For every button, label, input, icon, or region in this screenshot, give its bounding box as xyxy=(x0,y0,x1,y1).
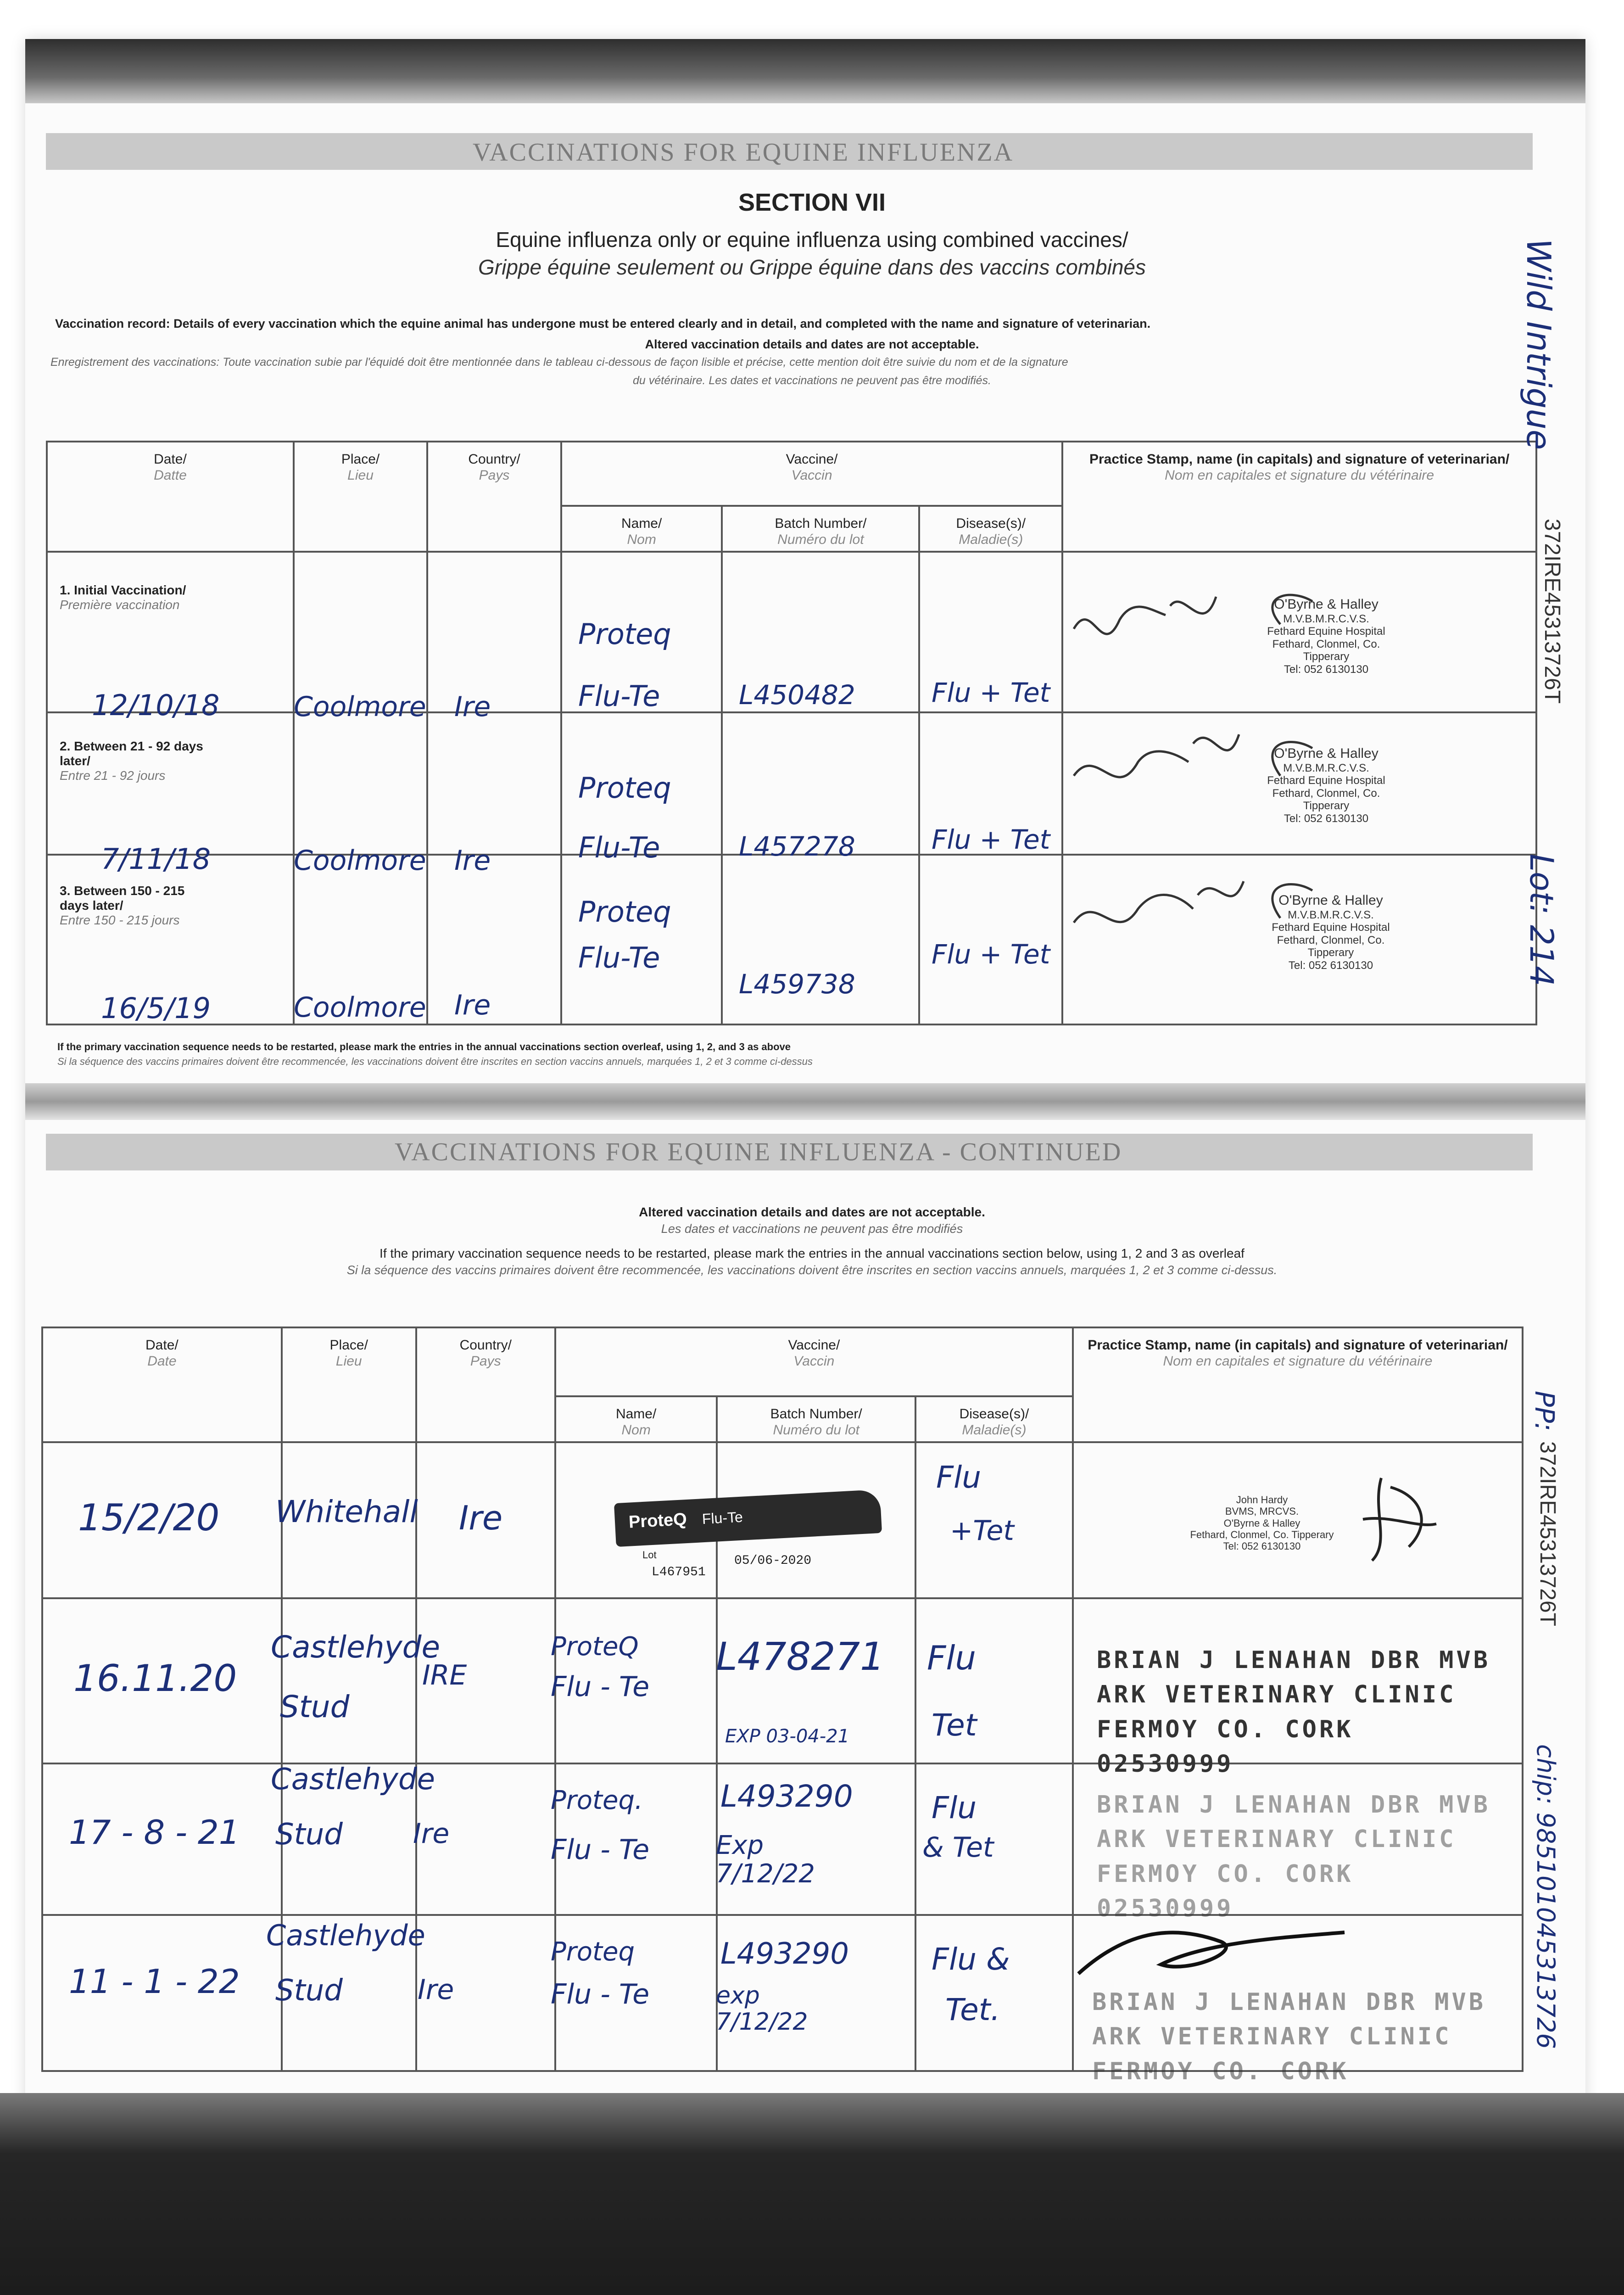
header-disease xyxy=(915,1396,1073,1442)
section-bar-title: VACCINATIONS FOR EQUINE INFLUENZA xyxy=(473,138,1014,167)
header-batch xyxy=(717,1396,915,1442)
row3-place: Coolmore xyxy=(294,991,426,1024)
row-label-2-fr: Entre 21 - 92 jours xyxy=(60,768,166,783)
s2-row3-date: 17 - 8 - 21 xyxy=(69,1813,240,1852)
header-disease-en: Disease(s)/ xyxy=(959,1406,1029,1422)
header-batch-en: Batch Number/ xyxy=(775,516,867,531)
s2-row4-country: Ire xyxy=(418,1974,454,2006)
sticker-expiry: 05/06-2020 xyxy=(734,1554,812,1568)
s2-row2-batch: L478271 xyxy=(716,1634,885,1679)
stamp-practice-name: O'Byrne & Halley xyxy=(1274,597,1378,612)
row-label-1-en: 1. Initial Vaccination/ xyxy=(60,583,186,597)
section2-line2-en: If the primary vaccination sequence needs to be restarted, please mark the entries in the annual vaccinations section below, using 1, 2 and 3 as overleaf xyxy=(379,1246,1245,1260)
row-label-1 xyxy=(60,583,186,612)
s2-row1-country: Ire xyxy=(459,1499,503,1537)
stamp-address: FERMOY CO. CORK xyxy=(1092,2057,1349,2085)
stamp-address: Fethard, Clonmel, Co. Tipperary xyxy=(1272,638,1380,663)
header-date-fr: Date xyxy=(147,1353,177,1369)
header-name-en: Name/ xyxy=(621,516,662,531)
header-disease xyxy=(919,506,1062,552)
practice-stamp-s2-row2 xyxy=(1097,1643,1490,1782)
s2-row2-name-1: ProteQ xyxy=(551,1632,639,1662)
s2-row4-batch: L493290 xyxy=(720,1937,849,1971)
s2-row2-disease-2: Tet xyxy=(932,1707,977,1743)
practice-stamp-row2 xyxy=(1248,746,1404,825)
header-date-fr: Datte xyxy=(154,467,187,483)
stamp-phone: Tel: 052 6130130 xyxy=(1284,812,1369,825)
row3-date: 16/5/19 xyxy=(101,991,211,1025)
row-label-3 xyxy=(60,884,211,928)
s2-row1-disease-2: +Tet xyxy=(950,1515,1014,1547)
header-name-fr: Nom xyxy=(621,1422,651,1438)
section2-line1-en: Altered vaccination details and dates are not acceptable. xyxy=(639,1205,985,1219)
header-place xyxy=(294,442,427,552)
s2-row3-disease-1: Flu xyxy=(932,1790,977,1825)
practice-stamp-s2-row3 xyxy=(1097,1788,1490,1926)
s2-row3-place-2: Stud xyxy=(275,1818,343,1852)
practice-stamp-s2-row1 xyxy=(1156,1494,1367,1552)
s2-row4-place-2: Stud xyxy=(275,1974,343,2008)
stamp-address: Fethard, Clonmel, Co. Tipperary xyxy=(1272,787,1380,812)
stamp-hospital: Fethard Equine Hospital xyxy=(1267,625,1385,638)
stamp-vet-name: BRIAN J LENAHAN DBR MVB xyxy=(1097,1646,1491,1674)
stamp-phone: Tel: 052 6130130 xyxy=(1284,663,1369,676)
header-batch-fr: Numéro du lot xyxy=(777,532,864,547)
header-vaccine xyxy=(555,1327,1073,1396)
sticker-brand: ProteQ xyxy=(628,1510,687,1532)
row2-country: Ire xyxy=(454,845,491,877)
section2-line1-fr: Les dates et vaccinations ne peuvent pas être modifiés xyxy=(661,1222,963,1236)
row-label-2 xyxy=(60,739,211,784)
row1-country: Ire xyxy=(454,691,491,723)
s2-row1-date: 15/2/20 xyxy=(78,1496,220,1539)
page-fold xyxy=(25,1083,1585,1120)
stamp-clinic: ARK VETERINARY CLINIC xyxy=(1092,2023,1452,2051)
signature-1 xyxy=(1074,597,1216,634)
s2-row4-disease-2: Tet. xyxy=(945,1992,1000,2027)
s2-row2-disease-1: Flu xyxy=(927,1639,977,1677)
vet-signature-s2-row1 xyxy=(1354,1469,1445,1570)
stamp-qualifications: M.V.B.M.R.C.V.S. xyxy=(1283,612,1369,625)
header-stamp-en: Practice Stamp, name (in capitals) and signature of veterinarian/ xyxy=(1089,452,1510,467)
row2-disease: Flu + Tet xyxy=(932,824,1050,855)
stamp-address: Fethard, Clonmel, Co. Tipperary xyxy=(1190,1528,1334,1540)
row2-batch: L457278 xyxy=(739,831,855,862)
s2-row2-date: 16.11.20 xyxy=(73,1657,237,1700)
s2-row4-name-1: Proteq xyxy=(551,1937,635,1967)
header-place-en: Place/ xyxy=(329,1338,368,1353)
header-date xyxy=(42,1327,282,1442)
header-vaccine-en: Vaccine/ xyxy=(786,452,838,467)
row3-disease: Flu + Tet xyxy=(932,939,1050,970)
header-country-en: Country/ xyxy=(459,1338,512,1353)
s2-row3-place-1: Castlehyde xyxy=(271,1763,435,1797)
stamp-clinic: ARK VETERINARY CLINIC xyxy=(1097,1681,1457,1709)
stamp-vet-name: BRIAN J LENAHAN DBR MVB xyxy=(1092,1988,1486,2016)
s2-row4-date: 11 - 1 - 22 xyxy=(69,1962,240,2001)
s2-row3-name-1: Proteq. xyxy=(551,1786,643,1815)
vet-signature-s2-row4 xyxy=(1069,1914,1354,1987)
stamp-practice-name: O'Byrne & Halley xyxy=(1223,1517,1300,1529)
row3-batch: L459738 xyxy=(739,968,855,1000)
stamp-vet-name: John Hardy xyxy=(1236,1494,1288,1506)
stamp-practice-name: O'Byrne & Halley xyxy=(1278,893,1383,908)
signature-2 xyxy=(1074,734,1239,777)
side-pp: PP: xyxy=(1529,1391,1560,1432)
stamp-address: FERMOY CO. CORK xyxy=(1097,1715,1354,1743)
stamp-phone: 02530999 xyxy=(1097,1895,1234,1923)
header-name xyxy=(555,1396,717,1442)
row3-country: Ire xyxy=(454,989,491,1021)
section2-bar-title: VACCINATIONS FOR EQUINE INFLUENZA - CONTINUED xyxy=(395,1138,1122,1166)
s2-row1-place: Whitehall xyxy=(275,1494,418,1529)
intro-fr-1: Enregistrement des vaccinations: Toute vaccination subie par l'équidé doit être mentionnée dans le tableau ci-dessous de façon lisible et précise, cette mention doit être suivie du nom et de la signature xyxy=(50,356,1068,369)
intro-en-2: Altered vaccination details and dates are not acceptable. xyxy=(645,337,979,351)
stamp-phone: Tel: 052 6130130 xyxy=(1288,959,1373,972)
header-country-en: Country/ xyxy=(468,452,520,467)
header-disease-fr: Maladie(s) xyxy=(959,532,1023,547)
s2-row3-country: Ire xyxy=(413,1818,450,1850)
row-label-2-en: 2. Between 21 - 92 days later/ xyxy=(60,739,203,768)
s2-row3-batch: L493290 xyxy=(720,1779,853,1814)
side-ueln-2: 372IRE45313726T xyxy=(1535,1441,1560,1626)
stamp-hospital: Fethard Equine Hospital xyxy=(1267,774,1385,787)
header-country xyxy=(416,1327,555,1442)
side-lot: Lot: 214 xyxy=(1523,854,1560,986)
row2-date: 7/11/18 xyxy=(101,842,211,876)
header-stamp-en: Practice Stamp, name (in capitals) and signature of veterinarian/ xyxy=(1088,1338,1508,1353)
header-disease-fr: Maladie(s) xyxy=(962,1422,1027,1438)
row2-place: Coolmore xyxy=(294,845,426,877)
side-chip: chip: 985101045313726 xyxy=(1531,1744,1560,2049)
s2-row3-name-2: Flu - Te xyxy=(551,1834,650,1866)
header-stamp xyxy=(1073,1327,1523,1442)
header-date-en: Date/ xyxy=(154,452,187,467)
stamp-vet-name: BRIAN J LENAHAN DBR MVB xyxy=(1097,1791,1491,1819)
stamp-qualifications: M.V.B.M.R.C.V.S. xyxy=(1288,908,1374,921)
stamp-address: Fethard, Clonmel, Co. Tipperary xyxy=(1277,934,1385,959)
s2-row3-expiry: Exp 7/12/22 xyxy=(716,1830,815,1889)
subtitle-fr: Grippe équine seulement ou Grippe équine dans des vaccins combinés xyxy=(478,255,1146,279)
intro-en-1: Vaccination record: Details of every vaccination which the equine animal has undergone must be entered clearly and in detail, and completed with the name and signature of veterinarian. xyxy=(55,317,1151,330)
header-stamp-fr: Nom en capitales et signature du vétérinaire xyxy=(1165,467,1434,483)
footnote-en: If the primary vaccination sequence needs to be restarted, please mark the entries in the annual vaccinations section overleaf, using 1, 2, and 3 as above xyxy=(57,1041,791,1052)
header-stamp xyxy=(1062,442,1536,552)
s2-row1-disease-1: Flu xyxy=(936,1460,982,1495)
header-place-fr: Lieu xyxy=(347,467,374,483)
header-country-fr: Pays xyxy=(470,1353,501,1369)
section2-line2-fr: Si la séquence des vaccins primaires doivent être recommencée, les vaccinations doivent être inscrites en section vaccins annuels, marquées 1, 2 et 3 comme ci-dessus. xyxy=(346,1263,1278,1277)
header-country xyxy=(427,442,561,552)
s2-row2-country: IRE xyxy=(422,1659,467,1691)
s2-row4-name-2: Flu - Te xyxy=(551,1978,650,2010)
row1-disease: Flu + Tet xyxy=(932,677,1050,708)
row2-vaccine-name-2: Flu-Te xyxy=(578,831,660,864)
header-vaccine-fr: Vaccin xyxy=(791,467,832,483)
header-name xyxy=(561,506,722,552)
header-batch xyxy=(722,506,919,552)
s2-row2-place-2: Stud xyxy=(280,1689,350,1724)
stamp-hospital: Fethard Equine Hospital xyxy=(1272,921,1390,934)
s2-row3-disease-2: & Tet xyxy=(922,1831,994,1864)
header-date xyxy=(47,442,294,552)
header-name-en: Name/ xyxy=(615,1406,657,1422)
scan-bottom-shadow xyxy=(0,2093,1624,2295)
s2-row2-place-1: Castlehyde xyxy=(271,1629,441,1665)
row3-vaccine-name-2: Flu-Te xyxy=(578,941,660,974)
header-place xyxy=(282,1327,416,1442)
stamp-address: FERMOY CO. CORK xyxy=(1097,1860,1354,1888)
intro-fr-2: du vétérinaire. Les dates et vaccinations ne peuvent pas être modifiés. xyxy=(632,374,992,387)
header-place-en: Place/ xyxy=(341,452,380,467)
header-stamp-fr: Nom en capitales et signature du vétérinaire xyxy=(1163,1353,1433,1369)
sticker-product: Flu-Te xyxy=(702,1508,743,1528)
s2-row2-name-2: Flu - Te xyxy=(551,1671,650,1703)
row1-date: 12/10/18 xyxy=(92,688,220,722)
practice-stamp-row1 xyxy=(1248,597,1404,676)
row1-batch: L450482 xyxy=(739,679,855,711)
header-country-fr: Pays xyxy=(479,467,510,483)
header-place-fr: Lieu xyxy=(335,1353,362,1369)
stamp-phone: 02530999 xyxy=(1097,1750,1234,1778)
practice-stamp-row3 xyxy=(1253,893,1409,972)
header-vaccine-fr: Vaccin xyxy=(793,1353,835,1369)
footnote-fr: Si la séquence des vaccins primaires doivent être recommencée, les vaccinations doivent être inscrites en section vaccins annuels, marquées 1, 2 et 3 comme ci-dessus xyxy=(57,1056,813,1067)
header-batch-en: Batch Number/ xyxy=(770,1406,862,1422)
row1-vaccine-name-1: Proteq xyxy=(578,617,671,651)
header-disease-en: Disease(s)/ xyxy=(956,516,1026,531)
header-date-en: Date/ xyxy=(145,1338,179,1353)
row-label-3-fr: Entre 150 - 215 jours xyxy=(60,913,180,928)
row2-vaccine-name-1: Proteq xyxy=(578,771,671,805)
stamp-qualifications: M.V.B.M.R.C.V.S. xyxy=(1283,761,1369,774)
header-batch-fr: Numéro du lot xyxy=(773,1422,859,1438)
header-vaccine-en: Vaccine/ xyxy=(788,1338,840,1353)
row-label-1-fr: Première vaccination xyxy=(60,598,180,612)
row1-vaccine-name-2: Flu-Te xyxy=(578,679,660,713)
header-name-fr: Nom xyxy=(627,532,656,547)
stamp-practice-name: O'Byrne & Halley xyxy=(1274,746,1378,761)
row-label-3-en: 3. Between 150 - 215 days later/ xyxy=(60,884,185,913)
sticker-lot-label: Lot xyxy=(642,1549,657,1561)
s2-row4-place-1: Castlehyde xyxy=(266,1919,425,1952)
stamp-phone: Tel: 052 6130130 xyxy=(1223,1540,1301,1552)
stamp-qualifications: BVMS, MRCVS. xyxy=(1225,1506,1299,1517)
subtitle-en: Equine influenza only or equine influenza using combined vaccines/ xyxy=(496,228,1128,252)
s2-row4-disease-1: Flu & xyxy=(932,1942,1010,1977)
scan-top-shadow xyxy=(25,39,1585,103)
header-vaccine xyxy=(561,442,1062,506)
signature-3 xyxy=(1074,881,1244,923)
s2-row4-expiry: exp 7/12/22 xyxy=(716,1982,808,2036)
side-horse-name: Wild Intrigue xyxy=(1519,239,1558,450)
stamp-clinic: ARK VETERINARY CLINIC xyxy=(1097,1825,1457,1853)
row3-vaccine-name-1: Proteq xyxy=(578,895,671,929)
section-heading: SECTION VII xyxy=(738,189,886,216)
sticker-lot: L467951 xyxy=(652,1565,706,1579)
side-ueln-1: 372IRE45313726T xyxy=(1540,519,1564,704)
row1-place: Coolmore xyxy=(294,691,426,723)
s2-row2-expiry: EXP 03-04-21 xyxy=(725,1726,850,1747)
